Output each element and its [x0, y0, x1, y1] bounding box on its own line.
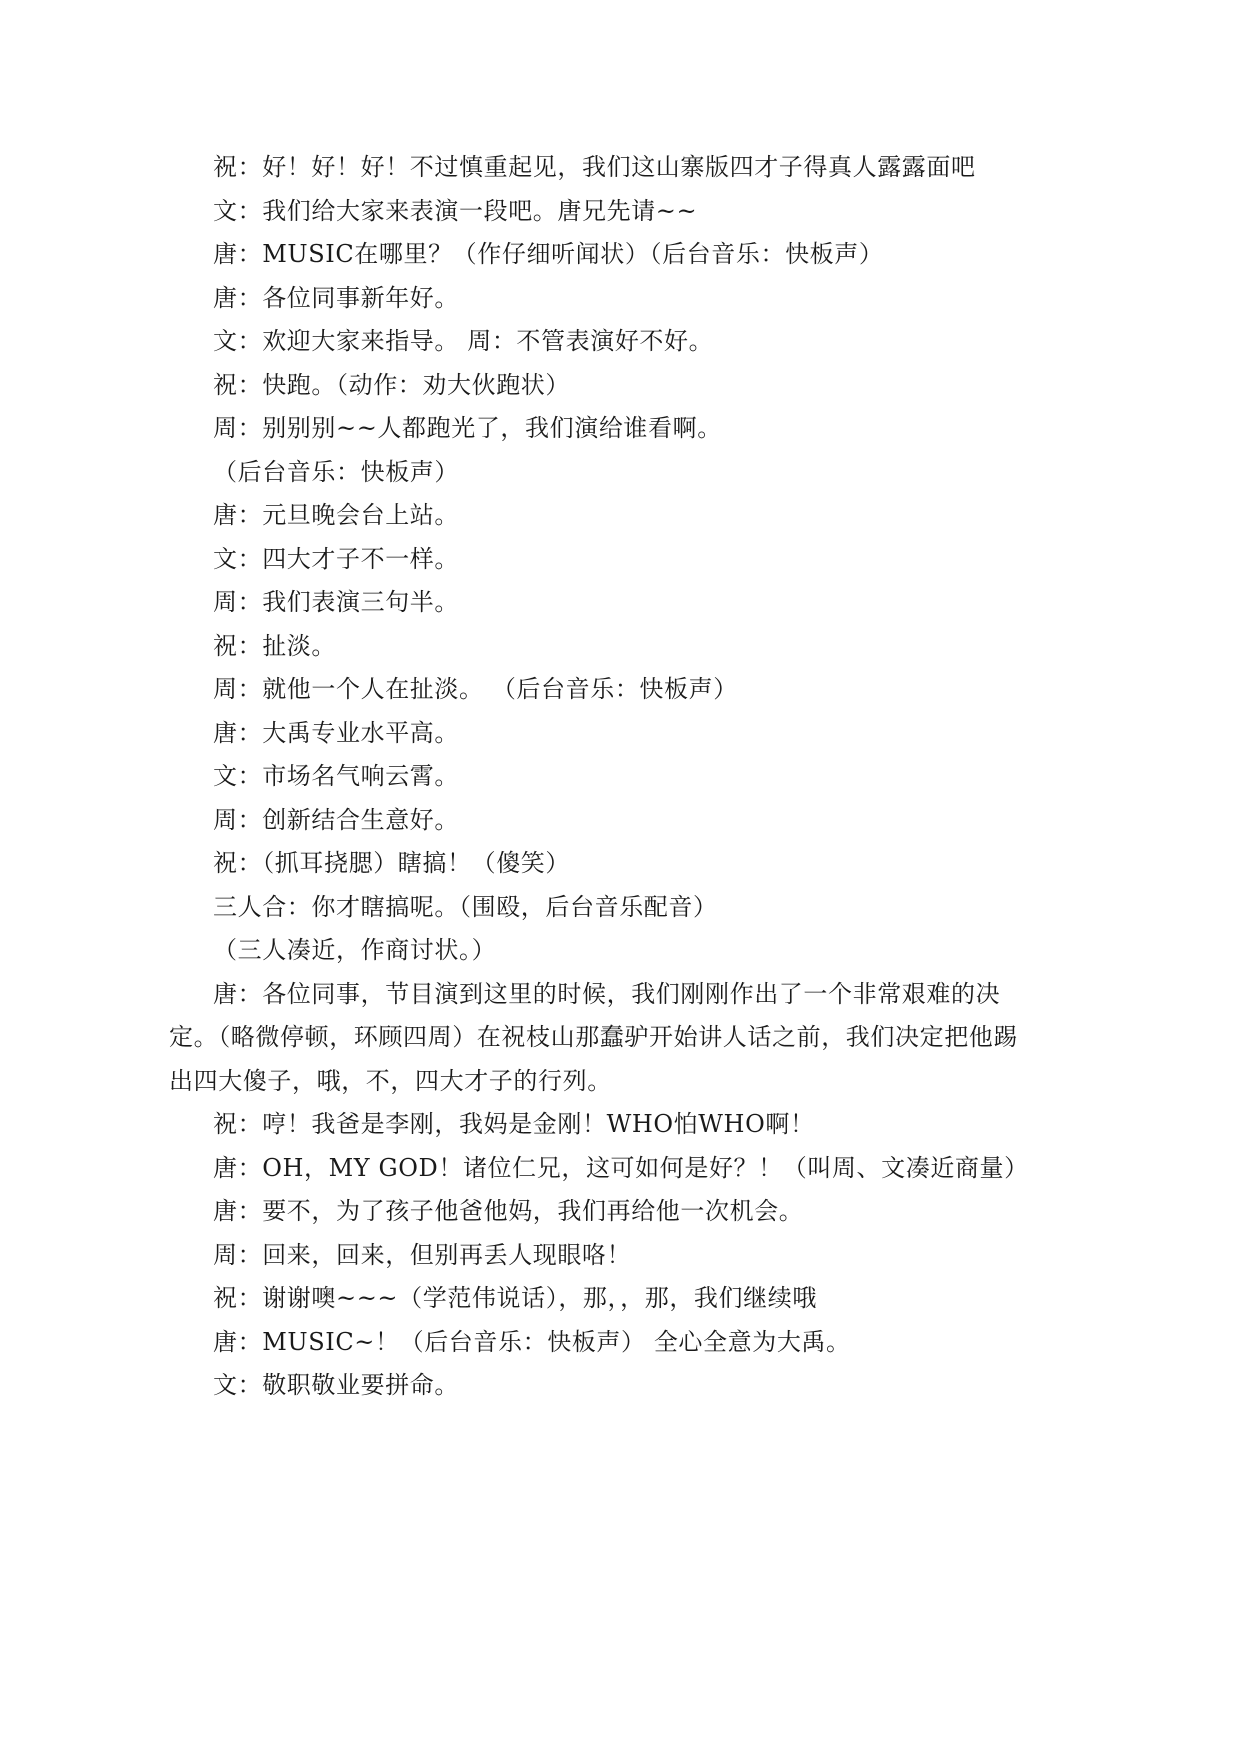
stage-direction: （三人凑近，作商讨状。）: [213, 936, 497, 964]
script-line: 唐：MUSIC在哪里？（作仔细听闻状）（后台音乐：快板声）: [213, 240, 884, 268]
script-line: 周：别别别~~人都跑光了，我们演给谁看啊。: [213, 414, 722, 442]
script-line: 唐：元旦晚会台上站。: [213, 501, 459, 529]
stage-direction: （后台音乐：快板声）: [213, 458, 459, 486]
script-line: 唐：各位同事新年好。: [213, 284, 459, 312]
script-line: 周：就他一个人在扯淡。 （后台音乐：快板声）: [213, 675, 738, 703]
script-line: 祝：哼！我爸是李刚，我妈是金刚！WHO怕WHO啊！: [213, 1110, 815, 1138]
script-line: 周：回来，回来，但别再丢人现眼咯！: [213, 1241, 632, 1269]
script-line: 祝：谢谢噢~~~（学范伟说话），那，，那，我们继续哦: [213, 1284, 817, 1312]
script-line: 唐：OH，MY GOD！诸位仁兄，这可如何是好？！（叫周、文凑近商量）: [213, 1154, 1029, 1182]
script-line: 文：四大才子不一样。: [213, 545, 459, 573]
script-line: 祝：（抓耳挠腮）瞎搞！（傻笑）: [213, 849, 570, 877]
script-line: 周：我们表演三句半。: [213, 588, 459, 616]
script-line: 祝：快跑。（动作：劝大伙跑状）: [213, 371, 570, 399]
script-line: 文：敬职敬业要拼命。: [213, 1371, 459, 1399]
script-line: 三人合：你才瞎搞呢。（围殴，后台音乐配音）: [213, 893, 718, 921]
script-line: 文：市场名气响云霄。: [213, 762, 459, 790]
script-line: 祝：扯淡。: [213, 632, 336, 660]
script-line: 唐：各位同事，节目演到这里的时候，我们刚刚作出了一个非常艰难的决: [213, 980, 1001, 1008]
script-line: 周：创新结合生意好。: [213, 806, 459, 834]
script-line: 文：欢迎大家来指导。 周：不管表演好不好。: [213, 327, 714, 355]
script-line: 唐：大禹专业水平高。: [213, 719, 459, 747]
script-line: 唐：要不，为了孩子他爸他妈，我们再给他一次机会。: [213, 1197, 804, 1225]
script-line: 唐：MUSIC~！（后台音乐：快板声） 全心全意为大禹。: [213, 1328, 851, 1356]
script-line: 祝：好！好！好！不过慎重起见，我们这山寨版四才子得真人露露面吧: [213, 153, 976, 181]
script-line-continued: 定。（略微停顿，环顾四周）在祝枝山那蠢驴开始讲人话之前，我们决定把他踢: [169, 1023, 1018, 1051]
script-line-continued: 出四大傻子，哦，不，四大才子的行列。: [169, 1067, 612, 1095]
script-line: 文：我们给大家来表演一段吧。唐兄先请~~: [213, 197, 698, 225]
